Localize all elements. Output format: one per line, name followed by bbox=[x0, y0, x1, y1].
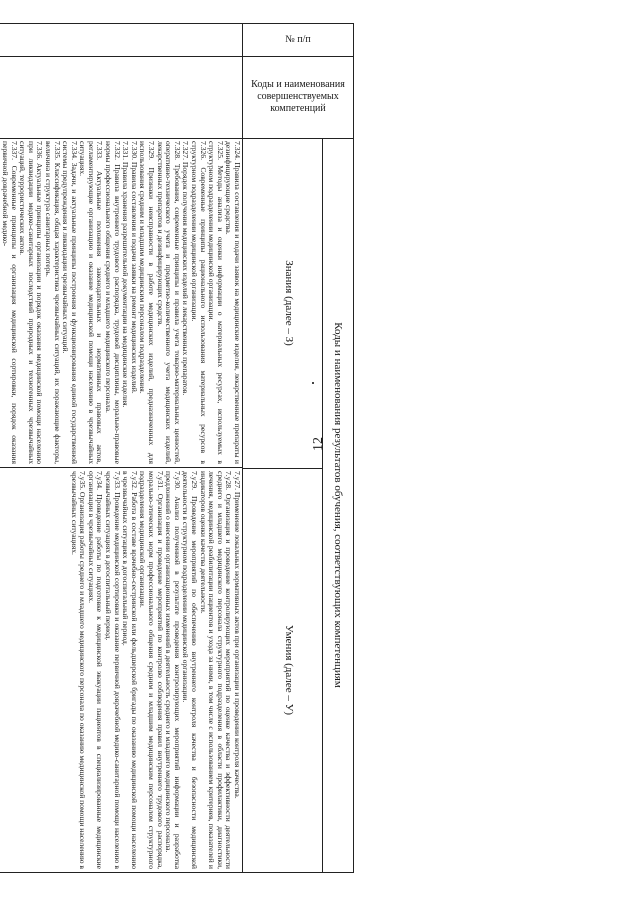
knowledge-item: 7.337. Современные принципы и организация медицинской сортировки, порядок оказания первичной доврачебной медико- bbox=[0, 141, 19, 464]
skill-item: 7.у31. Организация и проведение мероприятий по контролю соблюдения правил внутреннего трудового распорядка, морально-этических норм профессионального общения средним и младшим медицинским персоналом структурного подразделения медицинской организации. bbox=[138, 471, 165, 869]
knowledge-item: 7.328. Требования, современные принципы и правила учета товарно-материальных ценностей, оперативно-технического учета и предметно-количественного учета медицинских изделий, лекарственных препаратов и дезинфицирующих средств. bbox=[155, 141, 182, 464]
competency-table bbox=[0, 23, 354, 873]
header-codes: Коды и наименования совершенствуемых компетенций bbox=[251, 79, 345, 114]
knowledge-item: 7.329. Признаки неисправности в работе медицинских изделий, предназначенных для использования средним и младшим медицинским персоналом подразделения. bbox=[138, 141, 157, 464]
knowledge-item: 7.327. Порядок получения медицинских изделий и лекарственных препаратов. bbox=[181, 141, 191, 396]
knowledge-item: 7.335. Классификация, общая характеристика чрезвычайных ситуаций, их поражающие факторы, величина и структура санитарных потерь. bbox=[43, 141, 62, 464]
header-results-cell bbox=[322, 138, 353, 872]
header-knowledge-cell bbox=[243, 138, 323, 469]
skill-item: 7.у27. Применение локальных нормативных актов при организации и проведении контроля качества. bbox=[233, 471, 242, 799]
header-number-cell bbox=[243, 24, 353, 57]
knowledge-item: 7.324. Правила составления и подачи заявок на медицинские изделия, лекарственные препараты и дезинфицирующие средства. bbox=[224, 141, 242, 464]
table-body bbox=[0, 24, 243, 872]
knowledge-item: 7.330. Правила составления и подачи заявки на ремонт медицинских изделий. bbox=[129, 141, 139, 394]
skills-cell bbox=[0, 468, 243, 872]
knowledge-item: 7.332. Правила внутреннего трудового распорядка, трудовой дисциплины, морально-правовые нормы профессионального общения среднего и младшего медицинского персонала. bbox=[104, 141, 122, 464]
header-skills: Умения (далее – У) bbox=[283, 624, 295, 716]
skill-item: 7.у32. Работа в составе врачебно-сестринской или фельдшерской бригады по оказанию медицинской помощи населению в чрезвычайных ситуациях в догоспитальный период. bbox=[121, 471, 139, 869]
skill-item: 7.у34. Проведение работы по подготовке к медицинской эвакуации пациентов в специализированные медицинские организации в чрезвычайных ситуациях. bbox=[86, 471, 105, 869]
skill-item: 7.у28. Организация и проведение контролирующих мероприятий по оценке качества и эффективности деятельности среднего и младшего медицинского персонала структурного подразделения в области профилактики, диагностики, лечения, медицинской реабилитации пациентов и ухода за ними, в том числе с использованием критериев, показателей и индикаторов оценки качества деятельности. bbox=[198, 471, 234, 869]
skill-item: 7.у30. Анализ полученной в результате проведения контролирующих мероприятий информации и разработка предложений о внесении организационных изменений в деятельность среднего и младшего медицинского персонала. bbox=[164, 471, 182, 869]
body-number-cell bbox=[0, 24, 243, 57]
knowledge-item: 7.333. Актуальные положения законодательных и нормативных правовых актов, регламентирующие организацию и оказание медицинской помощи населению в чрезвычайных ситуациях. bbox=[78, 141, 105, 464]
table-header bbox=[242, 24, 353, 872]
page-number: 12 bbox=[311, 437, 326, 451]
header-codes-cell bbox=[243, 56, 353, 139]
knowledge-item: 7.336. Актуальные принципы организации и порядок оказания медицинской помощи населению при ликвидации медико-санитарных последствий природных и техногенных чрезвычайных ситуаций, террористических актов. bbox=[18, 141, 45, 464]
skill-item: 7.у33. Проведение медицинской сортировки и оказание первичной доврачебной медико-санитарной помощи населению в чрезвычайных ситуациях в догоспитальный период. bbox=[104, 471, 122, 869]
knowledge-item: 7.334. Задачи, и актуальные принципы построения и функционирования единой государственной системы предупреждения и ликвидации чрезвычайных ситуаций. bbox=[61, 141, 79, 464]
knowledge-item: 7.325. Методы анализа и оценки информации о материальных ресурсах, используемых в структурном подразделении медицинской организации. bbox=[207, 141, 225, 464]
body-codes-cell bbox=[0, 56, 243, 139]
header-results: Коды и наименования результатов обучения, соответствующих компетенциям bbox=[332, 322, 344, 688]
skill-item: 7.у35. Организация работы среднего и младшего медицинского персонала по оказанию медицинской помощи населению в чрезвычайных ситуациях. bbox=[69, 471, 88, 869]
header-number: № п/п bbox=[285, 34, 311, 45]
header-knowledge: Знания (далее – З) bbox=[283, 260, 295, 346]
knowledge-item: 7.331. Правила хранения разрешительной документации на медицинские изделия. bbox=[121, 141, 131, 408]
skill-item: 7.у29. Проведение мероприятий по обеспечению внутреннего контроля качества и безопасности медицинской деятельности в структурном подразделении медицинской организации. bbox=[181, 471, 200, 869]
knowledge-item: 7.326. Современные принципы рационального использования материальных ресурсов в структурном подразделении медицинской организации. bbox=[190, 141, 208, 464]
header-skills-cell bbox=[243, 468, 323, 872]
knowledge-cell bbox=[0, 138, 243, 468]
